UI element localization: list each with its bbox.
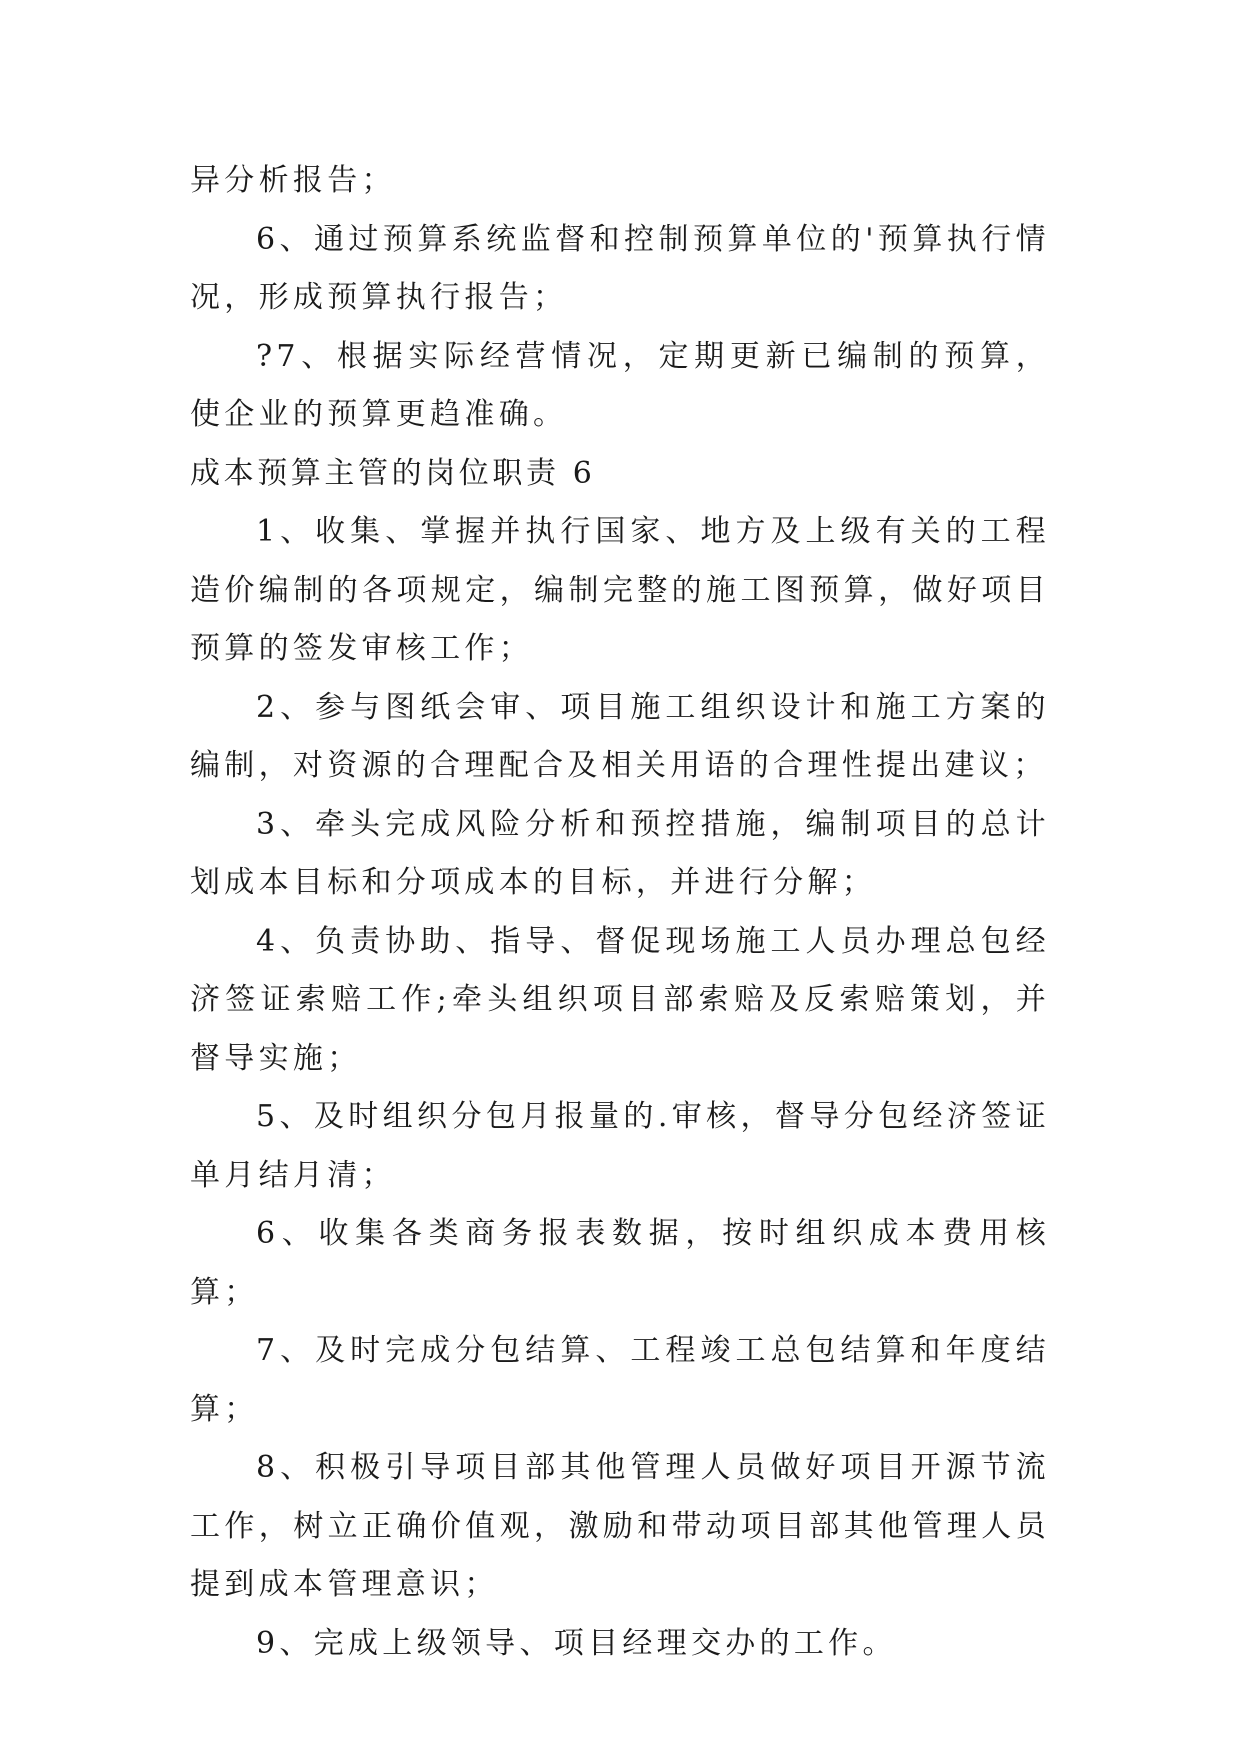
- list-item-3: 3、牵头完成风险分析和预控措施，编制项目的总计划成本目标和分项成本的目标，并进行分解；: [190, 806, 1050, 900]
- list-item-7-budget-update: ?7、根据实际经营情况，定期更新已编制的预算，使企业的预算更趋准确。: [190, 338, 1050, 432]
- list-item-6-budget-monitoring: 6、通过预算系统监督和控制预算单位的'预算执行情况，形成预算执行报告；: [190, 221, 1050, 315]
- list-item-2: 2、参与图纸会审、项目施工组织设计和施工方案的编制，对资源的合理配合及相关用语的合理性提出建议；: [190, 689, 1050, 783]
- section-heading: 成本预算主管的岗位职责 6: [190, 455, 596, 491]
- list-item-4: 4、负责协助、指导、督促现场施工人员办理总包经济签证索赔工作;牵头组织项目部索赔及反索赔策划，并督导实施；: [190, 923, 1050, 1076]
- list-item-1: 1、收集、掌握并执行国家、地方及上级有关的工程造价编制的各项规定，编制完整的施工图预算，做好项目预算的签发审核工作；: [190, 514, 1050, 666]
- document-page: [190, 152, 1050, 1673]
- list-item-6: 6、收集各类商务报表数据，按时组织成本费用核算；: [190, 1216, 1050, 1310]
- list-item-5: 5、及时组织分包月报量的.审核，督导分包经济签证单月结月清；: [190, 1099, 1050, 1193]
- list-item-9: 9、完成上级领导、项目经理交办的工作。: [256, 1625, 897, 1661]
- list-item-7: 7、及时完成分包结算、工程竣工总包结算和年度结算；: [190, 1333, 1050, 1427]
- continuation-paragraph: 异分析报告；: [190, 163, 396, 198]
- list-item-8: 8、积极引导项目部其他管理人员做好项目开源节流工作，树立正确价值观，激励和带动项目部其他管理人员提到成本管理意识；: [190, 1450, 1050, 1602]
